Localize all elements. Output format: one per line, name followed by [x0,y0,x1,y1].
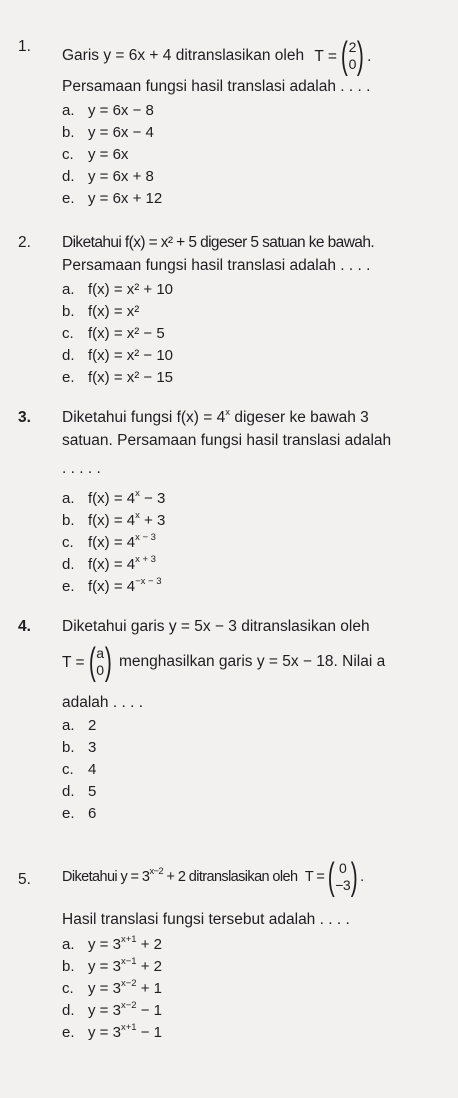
question-stem-line1: Diketahui fungsi $f(x) = 4^x$ digeser ke bawah 3 [62,407,369,426]
question-5 [18,858,448,1058]
question-1 [18,36,448,226]
option-e: e. y = 6x + 12 [62,190,163,207]
option-list [62,488,165,598]
option-e: e. $y = 3^{x+1} - 1$ [62,1022,162,1041]
question-number: 3. [18,409,31,426]
stem-text: Garis y = 6x + 4 ditranslasikan oleh [62,47,305,65]
option-d: d. $y = 3^{x-2} - 1$ [62,1000,162,1019]
question-stem-line2: satuan. Persamaan fungsi hasil translasi adalah [62,432,392,449]
question-stem-line3: . . . . . [62,460,101,477]
option-d: d. $f(x) = 4^{x + 3}$ [62,554,156,573]
question-2 [18,233,448,403]
question-number: 2. [18,234,31,251]
option-d: d. y = 6x + 8 [62,168,154,185]
question-number: 4. [18,618,31,635]
option-list [62,934,162,1044]
vector-top: 2 [348,39,357,55]
question-stem-line1: Diketahui garis y = 5x − 3 ditranslasikan oleh [62,618,370,635]
option-list [62,715,96,825]
option-e: e. f(x) = x² − 15 [62,369,174,386]
question-stem-line1: Diketahui f(x) = x² + 5 digeser 5 satuan ke bawah. [62,234,375,251]
question-number: 1. [18,38,31,55]
translation-vector: T = ( a 0 ) [62,641,112,683]
question-number: 5. [18,871,31,888]
option-c: c. $f(x) = 4^{x - 3}$ [62,532,156,551]
option-c: c. f(x) = x² − 5 [62,325,165,342]
option-list [62,279,173,389]
option-list [62,100,162,210]
option-b: b. $f(x) = 4^x + 3$ [62,510,166,529]
question-stem-line2: Hasil translasi fungsi tersebut adalah . . . . [62,911,350,928]
option-c: c. 4 [62,761,97,778]
option-b: b. f(x) = x² [62,303,140,320]
vector-bottom: 0 [96,662,104,678]
question-stem-line1: Diketahui $y = 3^{x-2} + 2$ ditranslasikan oleh T = ( 0 −3 ) . [62,856,364,898]
question-3 [18,408,448,608]
vector-bottom: −3 [335,877,351,893]
vector-label: T = [62,653,85,671]
question-stem-line3: adalah . . . . [62,694,143,711]
translation-vector: T = ( 2 0 ) . [314,35,372,77]
option-b: b. y = 6x − 4 [62,124,154,141]
translation-vector: T = ( 0 −3 ) . [304,856,364,898]
option-b: b. 3 [62,739,97,756]
question-stem-line1 [62,37,371,75]
option-d: d. 5 [62,783,97,800]
vector-label: T = [304,868,325,885]
question-stem-line2: Persamaan fungsi hasil translasi adalah . . . . [62,78,371,95]
question-stem-line2: T = ( a 0 ) menghasilkan garis y = 5x − 18. Nilai a [62,641,386,683]
vector-label: T = [314,47,337,65]
option-a: a. $y = 3^{x+1} + 2$ [62,934,162,953]
question-4 [18,617,448,839]
vector-top: a [96,645,104,661]
question-stem-line2: Persamaan fungsi hasil translasi adalah . . . . [62,257,371,274]
option-a: a. y = 6x − 8 [62,102,154,119]
option-e: e. $f(x) = 4^{-x - 3}$ [62,576,162,595]
vector-top: 0 [339,860,347,876]
option-e: e. 6 [62,805,97,822]
option-c: c. $y = 3^{x-2} + 1$ [62,978,162,997]
option-a: a. f(x) = x² + 10 [62,281,174,298]
option-a: a. $f(x) = 4^x - 3$ [62,488,166,507]
option-c: c. y = 6x [62,146,129,163]
option-a: a. 2 [62,717,97,734]
option-d: d. f(x) = x² − 10 [62,347,174,364]
option-b: b. $y = 3^{x-1} + 2$ [62,956,162,975]
vector-bottom: 0 [348,56,357,72]
